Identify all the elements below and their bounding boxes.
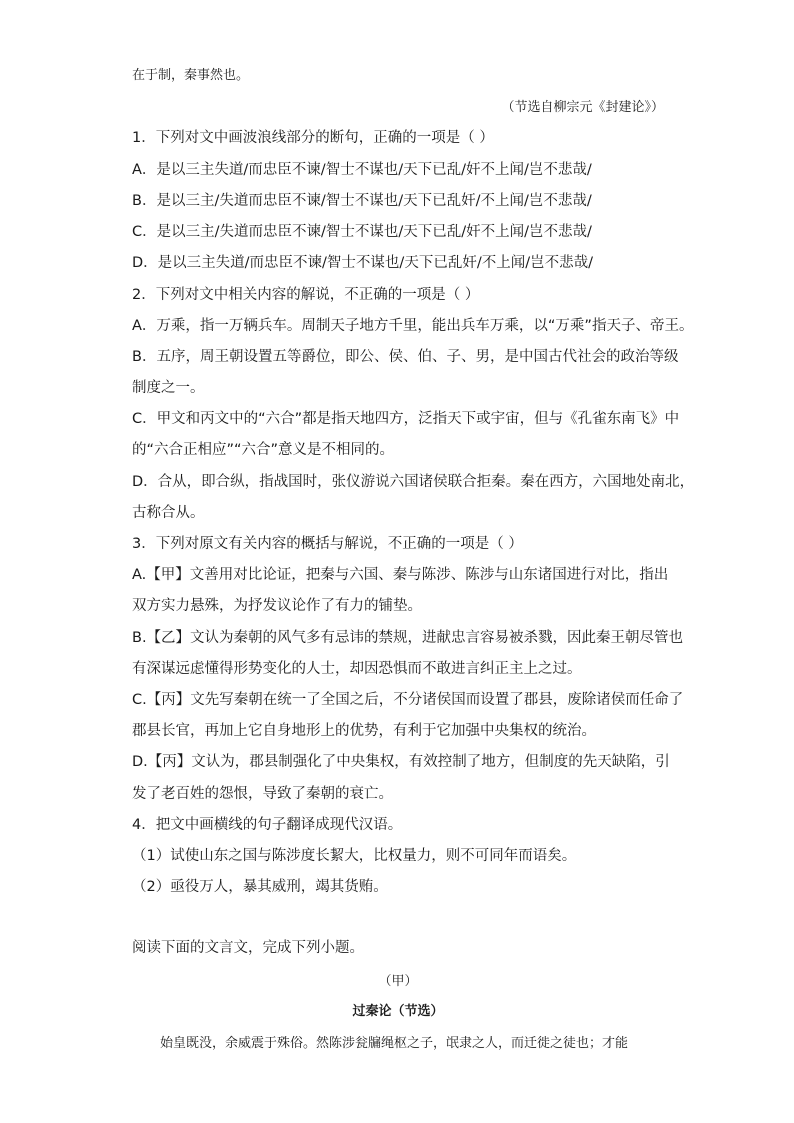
question-3-line: 双方实力悬殊，为抒发议论作了有力的铺垫。 (132, 598, 422, 614)
question-1-option-d: D．是以三主失道/而忠臣不谏/智士不谋也/天下已乱奸/不上闻/岂不悲哉/ (132, 255, 593, 271)
reading-instruction: 阅读下面的文言文，完成下列小题。 (132, 940, 364, 956)
question-1-option-a: A．是以三主失道/而忠臣不谏/智士不谋也/天下已乱/奸不上闻/岂不悲哉/ (132, 162, 592, 178)
question-4-item-2: （2）亟役万人，暴其威刑，竭其货贿。 (132, 879, 388, 895)
question-3-line: B.【乙】文认为秦朝的风气多有忌讳的禁规，进献忠言容易被杀戮，因此秦王朝尽管也 (132, 630, 684, 646)
passage-title: 过秦论（节选） (352, 1004, 444, 1019)
source-note: （节选自柳宗元《封建论》） (501, 100, 664, 115)
question-1-option-c: C．是以三主/失道而忠臣不谏/智士不谋也/天下已乱/奸不上闻/岂不悲哉/ (132, 224, 592, 240)
question-2-line: 制度之一。 (132, 380, 205, 396)
question-2-line: D．合从，即合纵，指战国时，张仪游说六国诸侯联合拒秦。秦在西方，六国地处南北， (132, 474, 695, 490)
question-2-line: B．五序，周王朝设置五等爵位，即公、侯、伯、子、男，是中国古代社会的政治等级 (132, 349, 679, 365)
question-3-line: D.【丙】文认为，郡县制强化了中央集权，有效控制了地方，但制度的先天缺陷，引 (132, 754, 670, 770)
question-3-line: 有深谋远虑懂得形势变化的人士，却因恐惧而不敢进言纠正主上之过。 (132, 661, 582, 677)
question-2-line: 的“六合正相应”“六合”意义是不相同的。 (132, 442, 395, 458)
question-3-line: 发了老百姓的怨恨，导致了秦朝的衰亡。 (132, 786, 393, 802)
passage-label: （甲） (378, 974, 418, 989)
passage-tail: 在于制，秦事然也。 (132, 68, 250, 83)
question-4-item-1: （1）试使山东之国与陈涉度长絜大，比权量力，则不可同年而语矣。 (132, 848, 577, 864)
question-1-stem: 1．下列对文中画波浪线部分的断句，正确的一项是（ ） (132, 130, 494, 146)
question-4-stem: 4．把文中画横线的句子翻译成现代汉语。 (132, 817, 403, 833)
question-1-option-b: B．是以三主/失道而忠臣不谏/智士不谋也/天下已乱奸/不上闻/岂不悲哉/ (132, 193, 592, 209)
question-2-line: C．甲文和丙文中的“六合”都是指天地四方，泛指天下或宇宙，但与《孔雀东南飞》中 (132, 411, 680, 427)
question-3-line: C.【丙】文先写秦朝在统一了全国之后，不分诸侯国而设置了郡县，废除诸侯而任命了 (132, 692, 684, 708)
passage-first-line: 始皇既没，余威震于殊俗。然陈涉瓮牖绳枢之子，氓隶之人，而迁徙之徒也；才能 (160, 1036, 629, 1051)
question-3-line: 郡县长官，再加上它自身地形上的优势，有利于它加强中央集权的统治。 (132, 723, 596, 739)
question-2-line: A．万乘，指一万辆兵车。周制天子地方千里，能出兵车万乘，以“万乘”指天子、帝王。 (132, 318, 694, 334)
question-2-stem: 2．下列对文中相关内容的解说，不正确的一项是（ ） (132, 287, 480, 303)
question-3-line: A.【甲】文善用对比论证，把秦与六国、秦与陈涉、陈涉与山东诸国进行对比，指出 (132, 567, 669, 583)
question-2-line: 古称合从。 (132, 505, 205, 521)
question-3-stem: 3．下列对原文有关内容的概括与解说，不正确的一项是（ ） (132, 536, 523, 552)
